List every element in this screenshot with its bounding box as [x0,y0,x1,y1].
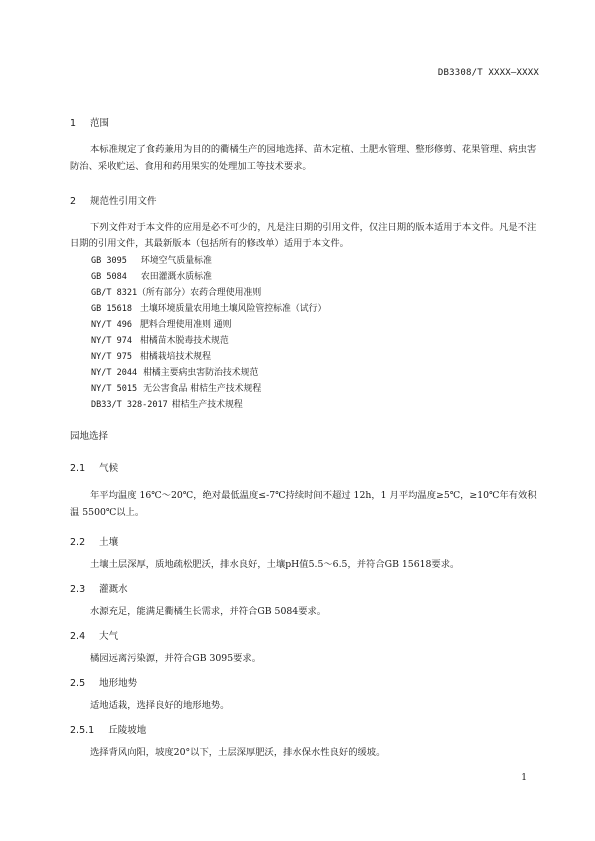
reference-item [91,253,212,266]
section-2-2-heading [70,534,118,548]
section-number: 2.4 [70,631,86,642]
reference-item [91,365,258,378]
section-number: 2.1 [70,463,86,474]
document-code: DB3308/T XXXX—XXXX [437,68,539,78]
section-number: 2 [70,196,77,207]
section-1-paragraph: 本标准规定了食药兼用为目的的衢橘生产的园地选择、苗木定植、土肥水管理、整形修剪、花果管理、病虫害防治、采收贮运、食用和药用果实的处理加工等技术要求。 [70,144,537,172]
section-title: 范围 [90,118,110,129]
reference-item [91,349,211,362]
reference-item [91,269,212,282]
reference-code: GB 3095 [91,256,127,266]
section-2-1-paragraph: 年平均温度 16℃～20℃，绝对最低温度≤-7℃持续时间不超过 12h，1 月平均温度≥5℃，≥10℃年有效积温 5500℃以上。 [70,490,537,518]
reference-item [91,285,261,298]
section-2-paragraph: 下列文件对于本文件的应用是必不可少的，凡是注日期的引用文件，仅注日期的版本适用于本文件。凡是不注日期的引用文件，其最新版本（包括所有的修改单）适用于本文件。 [70,222,537,249]
section-title: 土壤 [99,537,119,548]
reference-item [91,397,243,410]
section-title: 灌溉水 [99,584,128,595]
reference-code: NY/T 496 [91,320,132,330]
reference-code: DB33/T 328-2017 [91,400,168,410]
reference-code: NY/T 975 [91,352,132,362]
reference-item [91,381,261,394]
section-2-2-paragraph: 土壤土层深厚，质地疏松肥沃，排水良好，土壤pH值5.5～6.5，并符合GB 15618要求。 [90,559,460,570]
section-2-5-1-heading [70,722,146,736]
section-2-heading [70,193,157,207]
section-2-5-heading [70,675,137,689]
reference-code: NY/T 974 [91,336,132,346]
section-2-4-heading [70,628,118,642]
reference-code: GB/T 8321 [91,288,138,298]
section-2-3-heading [70,581,128,595]
section-number: 2.5 [70,678,86,689]
page-number: 1 [521,773,527,783]
reference-title: 柑橘栽培技术规程 [139,352,211,362]
reference-title: 农田灌溉水质标准 [140,272,212,282]
reference-title: 肥料合理使用准则 通则 [139,320,232,330]
section-title: 气候 [99,463,119,474]
reference-code: GB 15618 [91,304,132,314]
section-title: 大气 [99,631,119,642]
garden-selection-heading: 园地选择 [70,431,109,442]
section-number: 1 [70,118,77,129]
reference-item [91,301,326,314]
section-2-5-paragraph: 适地适栽，选择良好的地形地势。 [90,700,230,711]
reference-code: NY/T 5015 [91,384,138,394]
reference-title: 无公害食品 柑桔生产技术规程 [143,384,262,394]
section-number: 2.2 [70,537,86,548]
section-number: 2.5.1 [70,725,95,736]
reference-title: 柑橘主要病虫害防治技术规范 [143,368,259,378]
reference-title: 土壤环境质量农用地土壤风险管控标准（试行） [139,304,327,314]
section-number: 2.3 [70,584,86,595]
section-2-3-paragraph: 水源充足，能满足衢橘生长需求，并符合GB 5084要求。 [90,606,327,617]
reference-code: NY/T 2044 [91,368,138,378]
section-2-1-heading [70,460,118,474]
reference-item [91,317,232,330]
reference-title: 柑橘苗木脱毒技术规范 [139,336,229,346]
section-title: 规范性引用文件 [90,196,157,207]
reference-code: GB 5084 [91,272,127,282]
section-title: 丘陵坡地 [108,725,147,736]
reference-item [91,333,229,346]
reference-title: 环境空气质量标准 [140,256,212,266]
reference-title: 柑桔生产技术规程 [171,400,243,410]
section-2-4-paragraph: 橘园远离污染源，并符合GB 3095要求。 [90,653,262,664]
section-2-5-1-paragraph: 选择背风向阳，坡度20°以下，土层深厚肥沃，排水保水性良好的缓坡。 [90,747,386,758]
section-1-heading [70,115,109,129]
section-title: 地形地势 [99,678,138,689]
reference-title: （所有部分）农药合理使用准则 [137,288,262,298]
